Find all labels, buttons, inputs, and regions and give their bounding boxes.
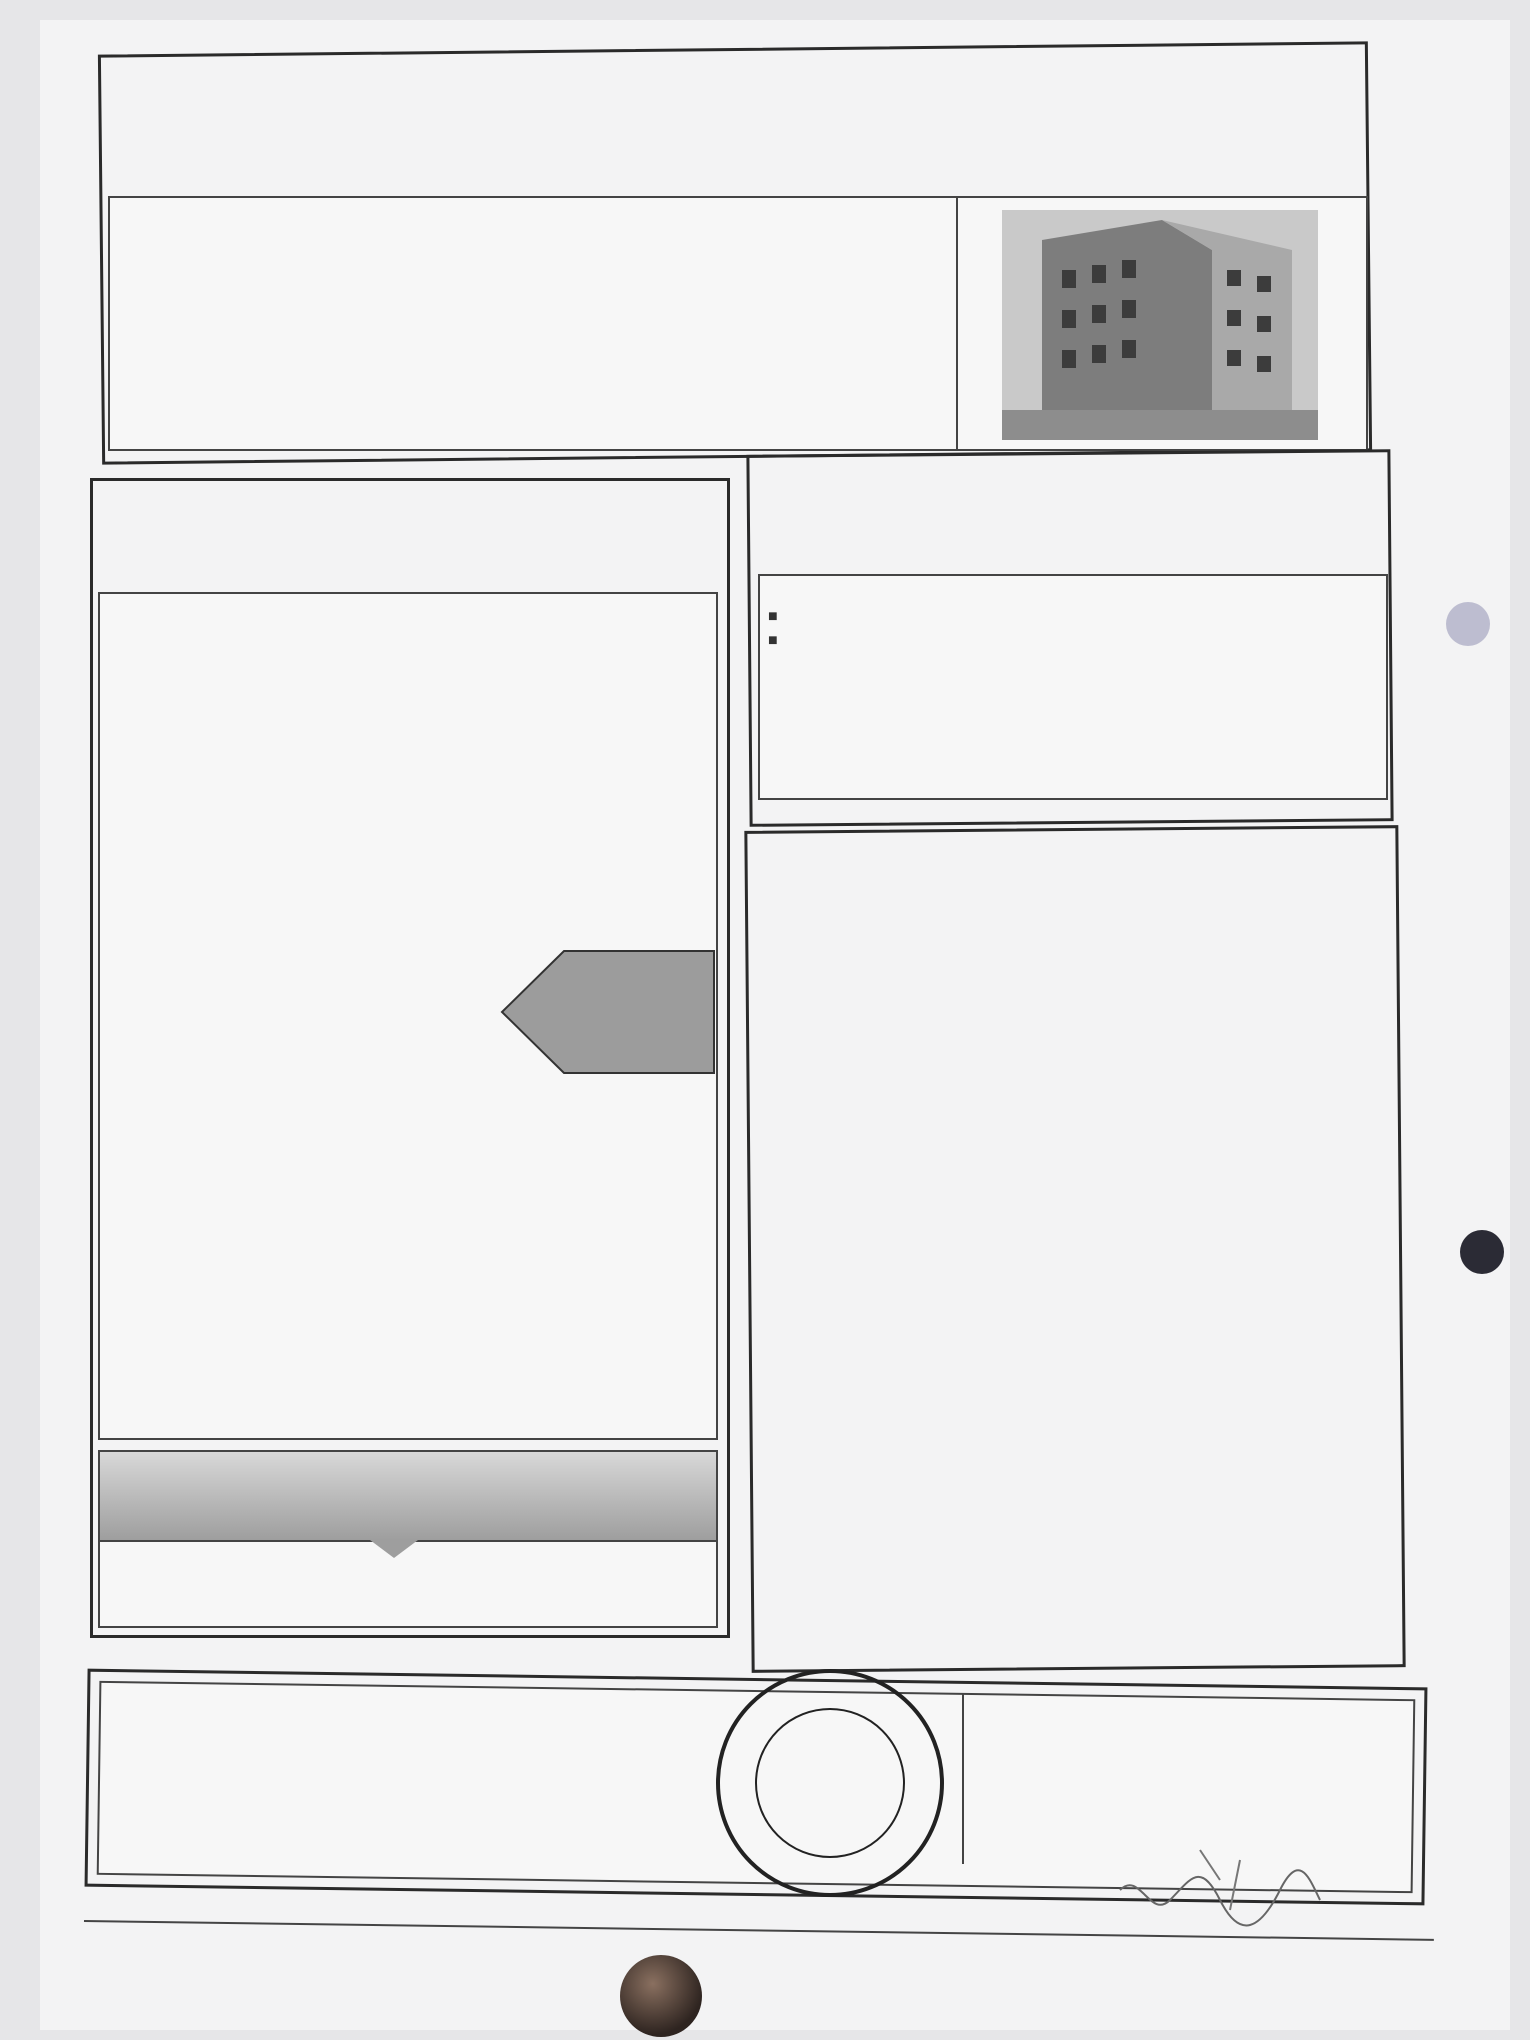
binder-hole-top: [1446, 602, 1490, 646]
energy-split-box: [758, 574, 1388, 800]
street-line: [150, 234, 158, 262]
specialist-stamp: [712, 1665, 948, 1901]
requirement-box: [98, 1450, 718, 1628]
legend-item-gas: ■: [768, 608, 778, 625]
footer-divider: [962, 1694, 964, 1864]
building-photo: [1002, 210, 1318, 440]
pin-head: [620, 1955, 702, 2037]
photo-divider: [956, 198, 958, 449]
requirement-header: [100, 1452, 716, 1542]
result-class-arrow: [500, 949, 716, 1075]
ku-line: [150, 314, 158, 342]
binder-hole-bottom: [1460, 1230, 1504, 1274]
area-line: [150, 394, 158, 422]
indicators-frame: [744, 825, 1405, 1673]
legend-item-electricity: ■: [768, 632, 778, 649]
energy-pie-chart: [1150, 578, 1370, 798]
type-line: [150, 354, 158, 382]
psc-line: [150, 274, 158, 302]
requirement-pointer: [370, 1540, 418, 1558]
class-scale-box: [98, 592, 718, 1440]
signature-scribble: [1110, 1840, 1330, 1950]
